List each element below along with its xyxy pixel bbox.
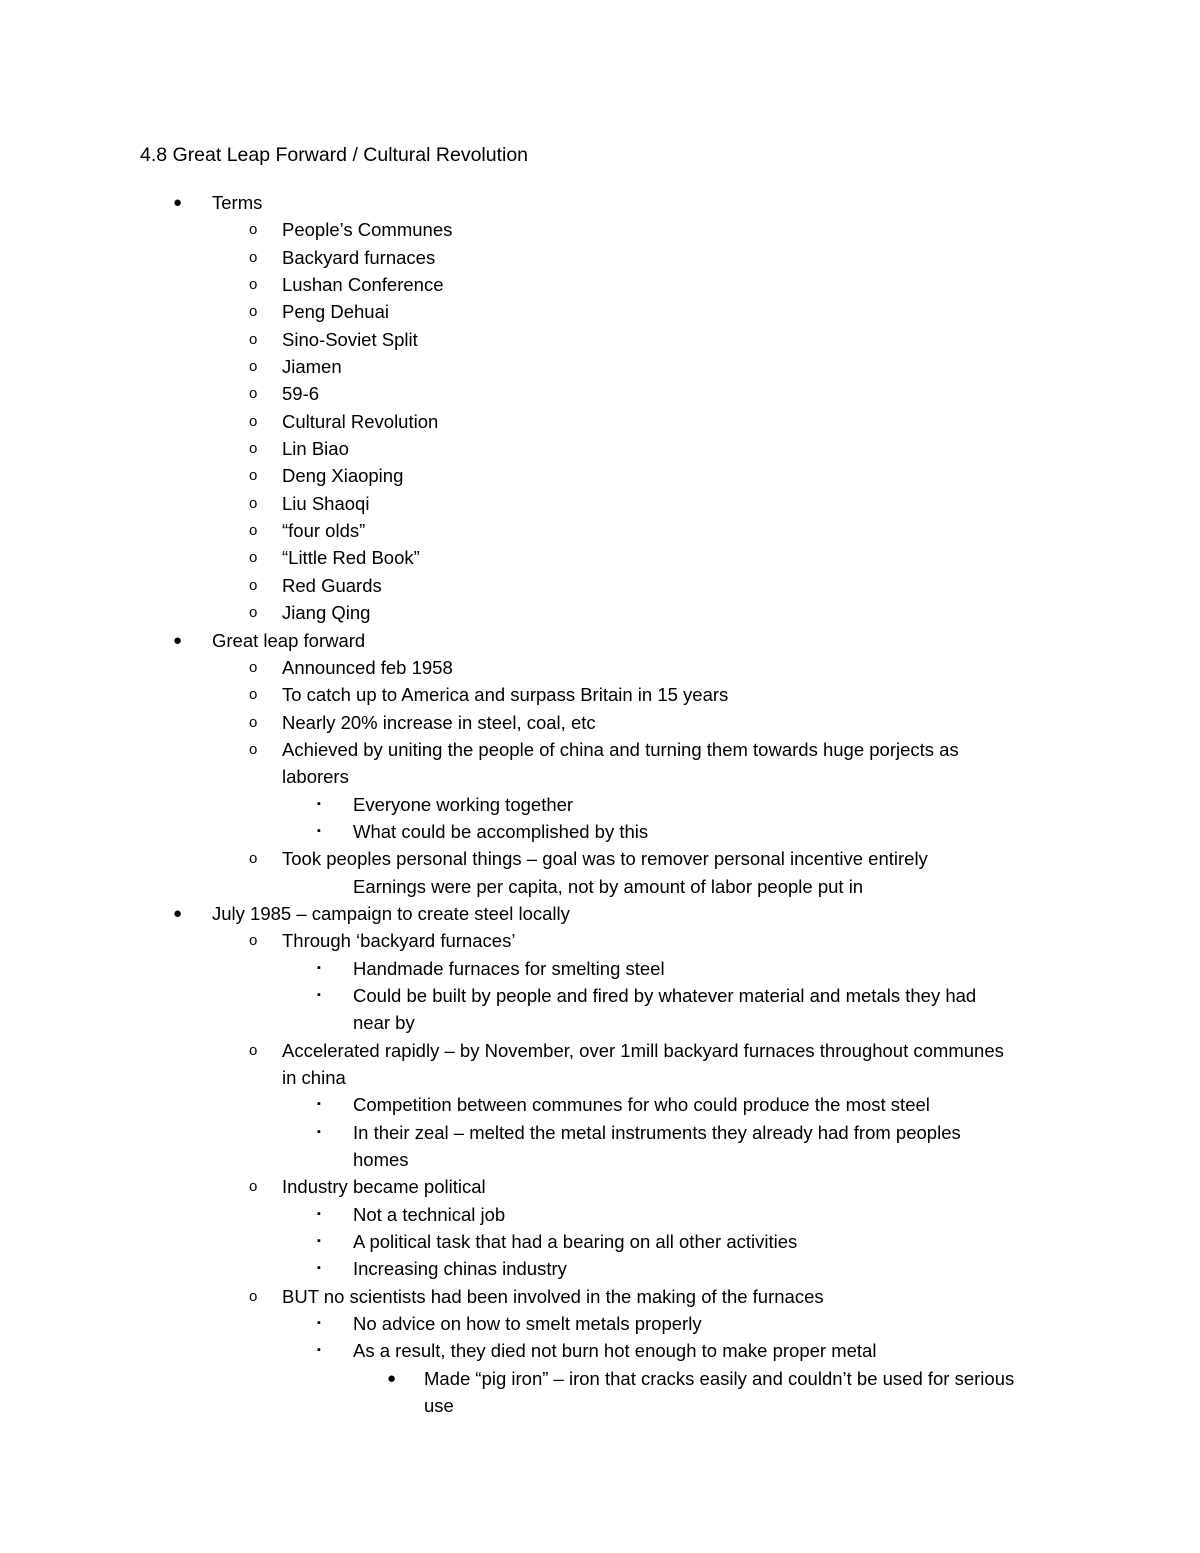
list-item-text: in china <box>282 1067 346 1088</box>
bullet-marker: o <box>249 1287 258 1305</box>
bullet-marker: ▪ <box>317 824 321 837</box>
list-item-continuation <box>0 763 1200 790</box>
bullet-marker: o <box>249 412 258 430</box>
bullet-marker: o <box>249 494 258 512</box>
list-item-text: Made “pig iron” – iron that cracks easily and couldn’t be used for serious <box>424 1367 1015 1389</box>
list-item-level-2 <box>0 681 1200 708</box>
list-item-level-2 <box>0 709 1200 736</box>
list-item-level-3 <box>0 955 1200 982</box>
list-item-text: Great leap forward <box>212 629 366 651</box>
bullet-marker: o <box>249 221 258 239</box>
bullet-marker: o <box>249 467 258 485</box>
list-item-text: Accelerated rapidly – by November, over 1mill backyard furnaces throughout communes <box>282 1039 1004 1061</box>
list-item-text: Terms <box>212 192 263 213</box>
list-item-text: Deng Xiaoping <box>282 465 404 487</box>
bullet-marker: o <box>249 358 258 376</box>
list-item-level-2 <box>0 544 1200 571</box>
list-item-level-2 <box>0 244 1200 271</box>
list-item-text: In their zeal – melted the metal instruments they already had from peoples <box>353 1121 961 1143</box>
list-item-level-1 <box>0 627 1200 654</box>
bullet-marker: o <box>249 850 258 868</box>
list-item-continuation <box>0 1009 1200 1036</box>
list-item-continuation <box>0 873 1200 900</box>
bullet-marker: ● <box>173 194 183 211</box>
list-item-continuation <box>0 1146 1200 1173</box>
list-item-text: Red Guards <box>282 574 382 596</box>
bullet-marker: ▪ <box>317 1262 321 1275</box>
list-item-level-4 <box>0 1365 1200 1392</box>
list-item-level-2 <box>0 1283 1200 1310</box>
bullet-marker: o <box>249 576 258 594</box>
list-item-level-3 <box>0 1310 1200 1337</box>
list-item-level-2 <box>0 298 1200 325</box>
bullet-marker: o <box>249 522 258 540</box>
list-item-text: Industry became political <box>282 1176 486 1198</box>
list-item-level-2 <box>0 517 1200 544</box>
list-item-text: Lin Biao <box>282 438 349 460</box>
bullet-marker: ▪ <box>317 1125 321 1138</box>
bullet-marker: ▪ <box>317 1207 321 1220</box>
list-item-text: Increasing chinas industry <box>353 1258 567 1280</box>
list-item-level-2 <box>0 490 1200 517</box>
list-item-level-2 <box>0 1173 1200 1200</box>
list-item-level-3 <box>0 1228 1200 1255</box>
list-item-level-3 <box>0 982 1200 1009</box>
list-item-text: July 1985 – campaign to create steel locally <box>212 902 570 924</box>
bullet-marker: o <box>249 385 258 403</box>
list-item-text: 59-6 <box>282 383 320 405</box>
list-item-level-1 <box>0 900 1200 927</box>
bullet-marker: o <box>249 740 258 758</box>
bullet-marker: o <box>249 713 258 731</box>
list-item-text: Jiang Qing <box>282 602 371 624</box>
list-item-text: What could be accomplished by this <box>353 820 649 842</box>
bullet-marker: o <box>249 549 258 567</box>
bullet-marker: o <box>249 440 258 458</box>
list-item-text: People’s Communes <box>282 219 453 241</box>
list-item-text: Lushan Conference <box>282 274 444 296</box>
list-item-text: Everyone working together <box>353 793 574 815</box>
list-item-level-2 <box>0 216 1200 243</box>
list-item-text: Liu Shaoqi <box>282 492 370 514</box>
list-item-text: Cultural Revolution <box>282 410 439 432</box>
bullet-marker: ▪ <box>317 961 321 974</box>
list-item-level-2 <box>0 271 1200 298</box>
bullet-marker: o <box>249 686 258 704</box>
bullet-marker: o <box>249 1041 258 1059</box>
list-item-level-2 <box>0 927 1200 954</box>
list-item-level-2 <box>0 572 1200 599</box>
bullet-marker: ▪ <box>317 1344 321 1357</box>
list-item-level-2 <box>0 1037 1200 1064</box>
list-item-text: Peng Dehuai <box>282 301 389 323</box>
list-item-text: Announced feb 1958 <box>282 656 453 678</box>
list-item-level-2 <box>0 654 1200 681</box>
list-item-text: Nearly 20% increase in steel, coal, etc <box>282 711 596 733</box>
bullet-marker: o <box>249 604 258 622</box>
list-item-level-3 <box>0 1201 1200 1228</box>
bullet-marker: ▪ <box>317 988 321 1001</box>
list-item-text: “Little Red Book” <box>282 547 420 569</box>
list-item-level-3 <box>0 1119 1200 1146</box>
bullet-marker: o <box>249 276 258 294</box>
bullet-marker: o <box>249 658 258 676</box>
list-item-continuation <box>0 1064 1200 1091</box>
list-item-level-3 <box>0 1091 1200 1118</box>
list-item-text: homes <box>353 1149 409 1171</box>
list-item-level-2 <box>0 435 1200 462</box>
bullet-marker: o <box>249 330 258 348</box>
list-item-text: “four olds” <box>282 520 366 542</box>
bullet-marker: o <box>249 1178 258 1196</box>
list-item-level-3 <box>0 1255 1200 1282</box>
list-item-text: Took peoples personal things – goal was to remover personal incentive entirely <box>282 848 928 870</box>
bullet-marker: o <box>249 248 258 266</box>
list-item-level-1 <box>0 189 1200 216</box>
list-item-text: Not a technical job <box>353 1203 506 1225</box>
list-item-level-2 <box>0 408 1200 435</box>
list-item-level-2 <box>0 736 1200 763</box>
list-item-text: As a result, they died not burn hot enough to make proper metal <box>353 1340 877 1362</box>
list-item-text: To catch up to America and surpass Britain in 15 years <box>282 684 729 706</box>
bullet-marker: ● <box>387 1369 397 1387</box>
list-item-level-2 <box>0 326 1200 353</box>
list-item-text: BUT no scientists had been involved in the making of the furnaces <box>282 1285 824 1307</box>
list-item-level-2 <box>0 462 1200 489</box>
list-item-level-2 <box>0 353 1200 380</box>
list-item-level-2 <box>0 380 1200 407</box>
list-item-level-3 <box>0 791 1200 818</box>
list-item-text: Jiamen <box>282 356 342 378</box>
list-item-text: Handmade furnaces for smelting steel <box>353 957 665 979</box>
list-item-text: laborers <box>282 766 349 788</box>
list-item-text: near by <box>353 1012 415 1034</box>
bullet-marker: ● <box>173 904 183 922</box>
bullet-marker: o <box>249 932 258 950</box>
bullet-marker: ▪ <box>317 797 321 810</box>
list-item-continuation <box>0 1392 1200 1419</box>
list-item-text: Backyard furnaces <box>282 246 436 268</box>
list-item-text: Sino-Soviet Split <box>282 328 418 350</box>
list-item-level-3 <box>0 1337 1200 1364</box>
bullet-marker: ▪ <box>317 1098 321 1111</box>
list-item-text: Earnings were per capita, not by amount of labor people put in <box>353 875 864 897</box>
bullet-marker: o <box>249 303 258 321</box>
list-item-level-3 <box>0 818 1200 845</box>
list-item-text: Could be built by people and fired by whatever material and metals they had <box>353 984 977 1006</box>
list-item-text: Achieved by uniting the people of china and turning them towards huge porjects as <box>282 738 959 760</box>
list-item-level-2 <box>0 845 1200 872</box>
list-item-text: A political task that had a bearing on all other activities <box>353 1231 798 1253</box>
list-item-text: Through ‘backyard furnaces’ <box>282 930 516 952</box>
bullet-marker: ▪ <box>317 1317 321 1330</box>
list-item-text: Competition between communes for who could produce the most steel <box>353 1094 930 1116</box>
bullet-marker: ● <box>173 631 183 649</box>
list-item-text: No advice on how to smelt metals properly <box>353 1313 702 1335</box>
document-title: 4.8 Great Leap Forward / Cultural Revolution <box>140 144 529 166</box>
list-item-text: use <box>424 1395 454 1417</box>
list-item-level-2 <box>0 599 1200 626</box>
notes-outline <box>0 189 1200 1419</box>
bullet-marker: ▪ <box>317 1235 321 1248</box>
